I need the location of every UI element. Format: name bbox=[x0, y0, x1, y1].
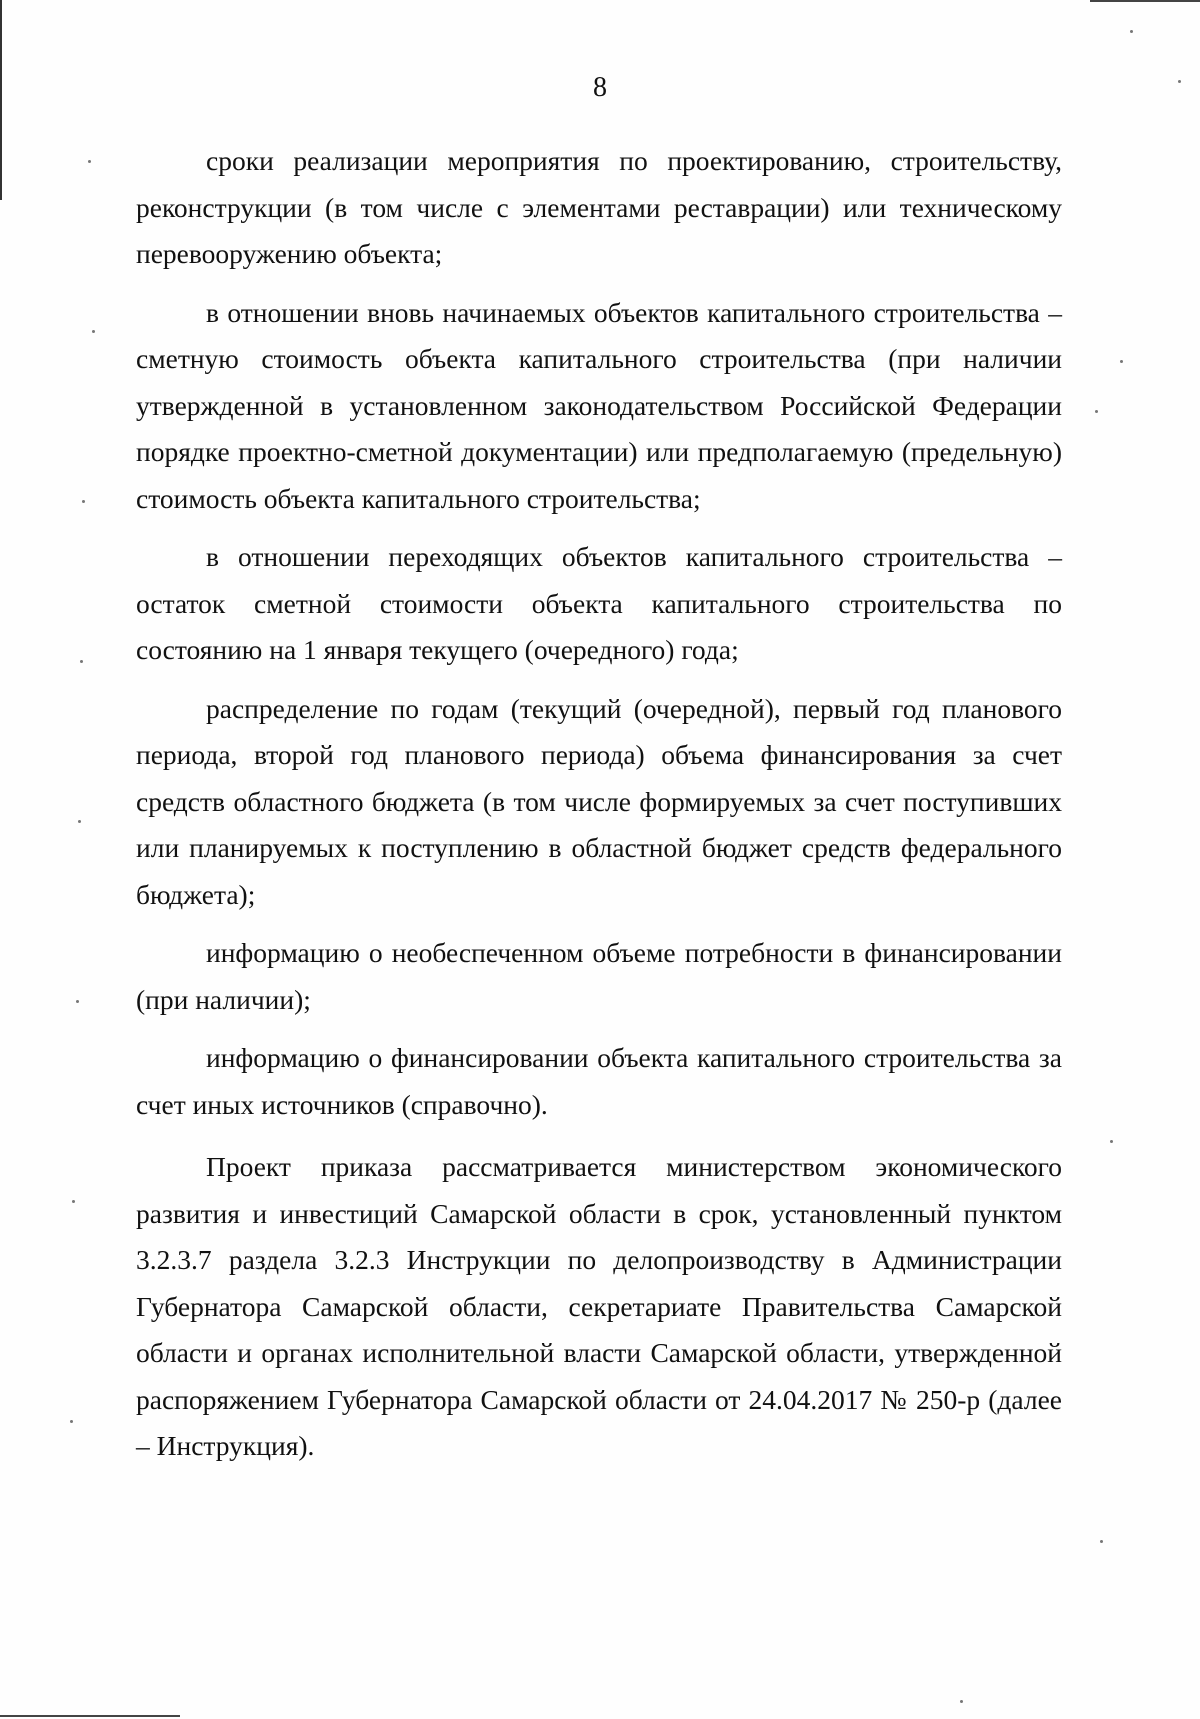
scan-speck bbox=[70, 1420, 73, 1423]
scan-speck bbox=[1178, 80, 1181, 83]
scan-speck bbox=[1120, 360, 1123, 363]
paragraph-implementation-terms: сроки реализации мероприятия по проектированию, строительству, реконструкции (в том числе с элементами реставрации) или техническому перевооружению объекта; bbox=[136, 145, 1062, 269]
scan-speck bbox=[1095, 410, 1098, 413]
paragraph-transitional-objects: в отношении переходящих объектов капитального строительства – остаток сметной стоимости объекта капитального строительства по состоянию на 1 января текущего (очередного) года; bbox=[136, 541, 1062, 665]
page-number: 8 bbox=[593, 72, 607, 103]
paragraph-new-objects: в отношении вновь начинаемых объектов капитального строительства – сметную стоимость объекта капитального строительства (при наличии утвержденной в установленном законодательством Российской Федерации порядке проектно-сметной документации) или предполагаемую (предельную) стоимость объекта капитального строительства; bbox=[136, 296, 1062, 514]
scan-speck bbox=[1130, 30, 1133, 33]
paragraph-funding-distribution: распределение по годам (текущий (очередной), первый год планового периода, второй год планового периода) объема финансирования за счет средств областного бюджета (в том числе формируемых за счет поступивших или планируемых к поступлению в областной бюджет средств федерального бюджета); bbox=[136, 692, 1062, 910]
scan-speck bbox=[1110, 1140, 1113, 1143]
scan-speck bbox=[72, 1200, 75, 1203]
scan-edge-bottom bbox=[0, 1715, 180, 1717]
scan-speck bbox=[82, 500, 85, 503]
document-body bbox=[136, 138, 1062, 1470]
scan-speck bbox=[78, 820, 81, 823]
scan-speck bbox=[960, 1700, 963, 1703]
paragraph-other-sources: информацию о финансировании объекта капитального строительства за счет иных источников (справочно). bbox=[136, 1042, 1062, 1120]
scan-edge-top bbox=[1090, 0, 1200, 2]
scan-speck bbox=[88, 160, 91, 163]
paragraph-draft-order-review: Проект приказа рассматривается министерством экономического развития и инвестиций Самарской области в срок, установленный пунктом 3.2.3.7 раздела 3.2.3 Инструкции по делопроизводству в Администрации Губернатора Самарской области, секретариате Правительства Самарской области и органах исполнительной власти Самарской области, утвержденной распоряжением Губернатора Самарской области от 24.04.2017 № 250-р (далее – Инструкция). bbox=[136, 1151, 1062, 1461]
paragraph-unsecured-needs: информацию о необеспеченном объеме потребности в финансировании (при наличии); bbox=[136, 937, 1062, 1015]
scan-speck bbox=[1100, 1540, 1103, 1543]
scan-speck bbox=[76, 1000, 79, 1003]
scan-speck bbox=[80, 660, 83, 663]
scan-speck bbox=[92, 330, 95, 333]
